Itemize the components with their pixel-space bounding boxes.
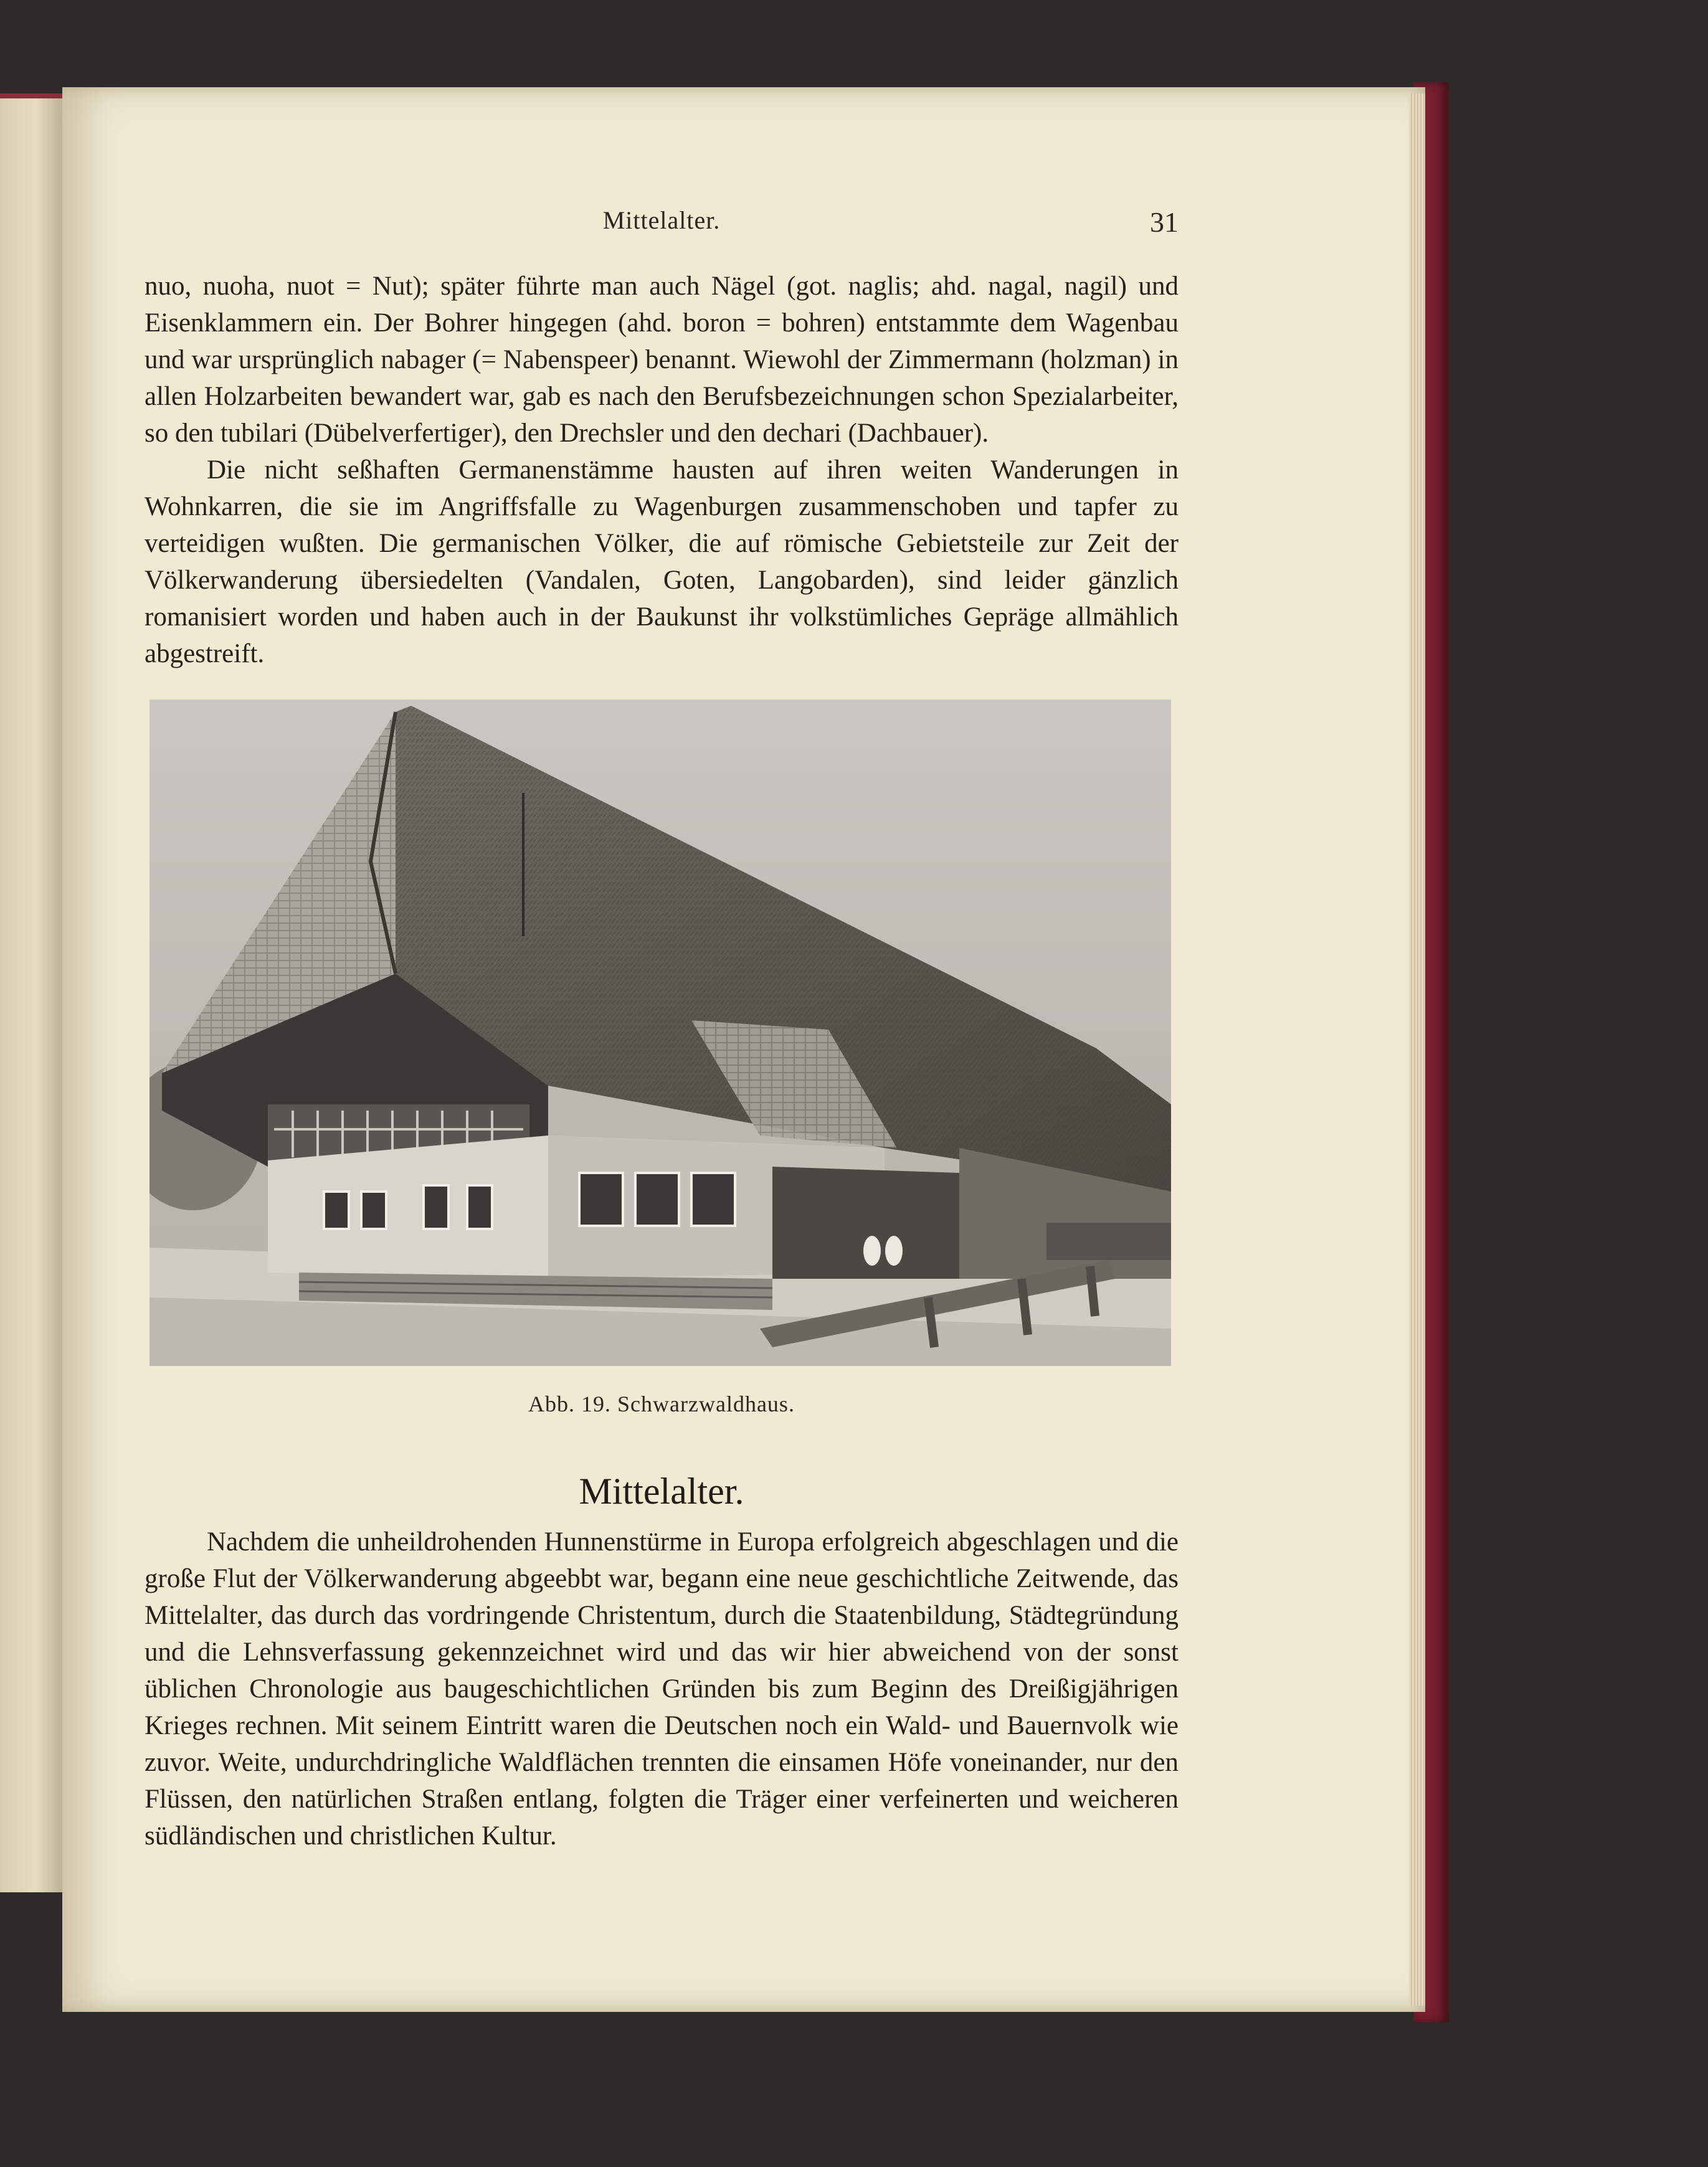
figure-caption: Abb. 19. Schwarzwaldhaus.	[528, 1392, 795, 1416]
paragraph-mittelalter: Nachdem die unheildrohenden Hunnenstürme in Europa erfolgreich abgeschlagen und die große Flut der Völkerwanderung abgeebbt war, begann eine neue geschichtliche Zeitwende, das Mittelalter, das durch das vordringende Christentum, durch die Staatenbildung, Städtegründung und die Lehnsverfassung gekennzeichnet wird und das wir hier abweichend von der sonst üblichen Chronologie aus baugeschichtlichen Gründen bis zum Beginn des Dreißigjährigen Krieges rechnen. Mit seinem Eintritt waren die Deutschen noch ein Wald- und Bauernvolk wie zuvor. Weite, undurchdringliche Waldflächen trennten die einsamen Höfe voneinander, nur den Flüssen, den natürlichen Straßen entlang, folgten die Träger einer verfeinerten und weicheren südländischen und christlichen Kultur.	[145, 1527, 1179, 1851]
running-title: Mittelalter.	[602, 206, 721, 234]
running-head	[145, 206, 1179, 243]
facing-page-edge	[0, 93, 65, 1892]
body-text-top	[145, 268, 1179, 672]
paragraph-germanen: Die nicht seßhaften Germanenstämme hausten auf ihren weiten Wanderungen in Wohnkarren, die sie im Angriffsfalle zu Wagenburgen zusammenschoben und tapfer zu verteidigen wußten. Die germanischen Völker, die auf römische Gebietsteile zur Zeit der Völkerwanderung übersiedelten (Vandalen, Goten, Langobarden), sind leider gänzlich romanisiert worden und haben auch in der Baukunst ihr volkstümliches Gepräge allmählich abgestreift.	[145, 455, 1179, 668]
page-stack-edge	[1409, 93, 1425, 2006]
section-heading: Mittelalter.	[579, 1471, 744, 1512]
paragraph-continued: nuo, nuoha, nuot = Nut); später führte man auch Nägel (got. naglis; ahd. nagal, nagil) und Eisenklammern ein. Der Bohrer hingegen (ahd. boron = bohren) entstammte dem Wagenbau und war ursprünglich nabager (= Nabenspeer) benannt. Wiewohl der Zimmermann (holzman) in allen Holzarbeiten bewandert war, gab es nach den Berufsbezeichnungen schon Spezialarbeiter, so den tubilari (Dübelverfertiger), den Drechsler und den dechari (Dachbauer).	[145, 272, 1179, 448]
body-text-section	[145, 1524, 1179, 1854]
figure-photo-schwarzwaldhaus	[149, 699, 1171, 1366]
house-photo-illustration	[149, 699, 1171, 1366]
page-number: 31	[1150, 206, 1179, 238]
